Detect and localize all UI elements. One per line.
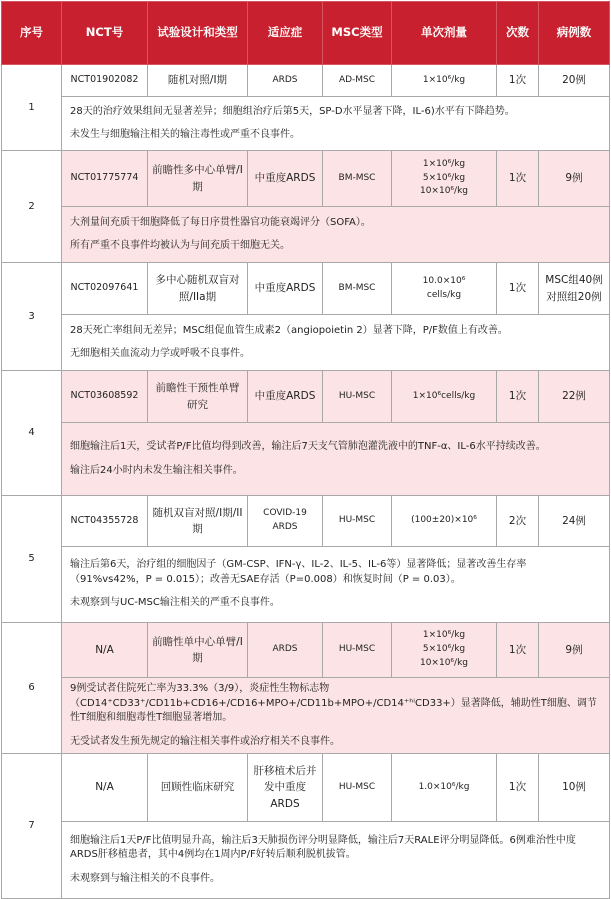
trial-2-msc: BM-MSC: [323, 151, 392, 207]
trial-4-indication: 中重度ARDS: [248, 371, 323, 423]
trial-7-design: 回顾性临床研究: [148, 754, 248, 822]
header-no: 序号: [2, 2, 62, 65]
trial-7-efficacy: 细胞输注后1天P/F比值明显升高，输注后3天肺损伤评分明显降低，输注后7天RALE评分明显降低。6例难治性中度ARDS肝移植患者，其中4例均在1周内P/F好转后顺利脱机拔管。: [70, 834, 576, 861]
trial-3-row: [2, 263, 610, 315]
trial-7-safety: 未观察到与输注相关的不良事件。: [70, 872, 220, 884]
trial-4-dose: 1×10⁶cells/kg: [392, 371, 497, 423]
trial-5-msc: HU-MSC: [323, 496, 392, 547]
trial-5-design: 随机双盲对照/I期/II期: [148, 496, 248, 547]
trial-6-indication: ARDS: [248, 623, 323, 678]
trial-4-efficacy: 细胞输注后1天，受试者P/F比值均得到改善，输注后7天支气管肺泡灌洗液中的TNF-α、IL-6水平持续改善。: [70, 441, 546, 452]
trial-1-nct: NCT01902082: [62, 65, 148, 97]
trial-1-row: [2, 65, 610, 97]
trial-3-no: 3: [2, 263, 62, 371]
trial-1-dose: 1×10⁶/kg: [392, 65, 497, 97]
header-dose: 单次剂量: [392, 2, 497, 65]
header-design: 试验设计和类型: [148, 2, 248, 65]
trial-3-design: 多中心随机双盲对照/IIa期: [148, 263, 248, 315]
trial-3-times: 1次: [497, 263, 539, 315]
trial-6-no: 6: [2, 623, 62, 754]
header-times: 次数: [497, 2, 539, 65]
trial-7-indication: 肝移植术后并发中重度ARDS: [248, 754, 323, 822]
trial-4-results: [62, 423, 610, 496]
trial-3-result-row: [2, 315, 610, 371]
trial-7-times: 1次: [497, 754, 539, 822]
trial-3-safety: 无细胞相关血流动力学或呼吸不良事件。: [70, 348, 250, 359]
trial-2-result-row: [2, 207, 610, 263]
trial-4-cases: 22例: [539, 371, 610, 423]
trial-6-safety: 无受试者发生预先规定的输注相关事件或治疗相关不良事件。: [70, 735, 340, 747]
trial-2-dose: 1×10⁶/kg 5×10⁶/kg 10×10⁶/kg: [392, 151, 497, 207]
trial-1-design: 随机对照/I期: [148, 65, 248, 97]
trial-5-indication: COVID-19 ARDS: [248, 496, 323, 547]
trial-1-efficacy: 28天的治疗效果组间无显著差异；细胞组治疗后第5天，SP-D水平显著下降，IL-6)水平有下降趋势。: [70, 105, 515, 117]
trial-2-row: [2, 151, 610, 207]
trial-3-msc: BM-MSC: [323, 263, 392, 315]
trial-1-times: 1次: [497, 65, 539, 97]
trial-1-no: 1: [2, 65, 62, 151]
header-msc-type: MSC类型: [323, 2, 392, 65]
trial-1-results: [62, 97, 610, 151]
trial-6-msc: HU-MSC: [323, 623, 392, 678]
trial-3-results: [62, 315, 610, 371]
trial-2-no: 2: [2, 151, 62, 263]
trial-6-result-row: [2, 678, 610, 754]
trial-3-efficacy: 28天死亡率组间无差异；MSC组促血管生成素2（angiopoietin 2）显著下降，P/F数值上有改善。: [70, 324, 508, 336]
trial-4-safety: 输注后24小时内未发生输注相关事件。: [70, 464, 243, 476]
trial-2-nct: NCT01775774: [62, 151, 148, 207]
header-indication: 适应症: [248, 2, 323, 65]
trial-2-design: 前瞻性多中心单臂/I期: [148, 151, 248, 207]
trial-4-design: 前瞻性干预性单臂研究: [148, 371, 248, 423]
trial-3-nct: NCT02097641: [62, 263, 148, 315]
trial-7-row: [2, 754, 610, 822]
trial-6-dose: 1×10⁶/kg 5×10⁶/kg 10×10⁶/kg: [392, 623, 497, 678]
trial-7-cases: 10例: [539, 754, 610, 822]
trial-7-nct: N/A: [62, 754, 148, 822]
trial-1-indication: ARDS: [248, 65, 323, 97]
trial-4-no: 4: [2, 371, 62, 496]
trials-table: [1, 1, 610, 899]
trial-4-nct: NCT03608592: [62, 371, 148, 423]
trial-5-safety: 未观察到与UC-MSC输注相关的严重不良事件。: [70, 597, 280, 609]
trial-5-efficacy: 输注后第6天，治疗组的细胞因子（GM-CSP、IFN-γ、IL-2、IL-5、IL-6等）显著降低；显著改善生存率（91%vs42%，P = 0.015）；改善无SAE存活（P=0.008）和恢复时间（P = 0.03）。: [70, 559, 527, 585]
trial-3-cases: MSC组40例 对照组20例: [539, 263, 610, 315]
trial-5-row: [2, 496, 610, 547]
trial-5-nct: NCT04355728: [62, 496, 148, 547]
trial-3-dose: 10.0×10⁶ cells/kg: [392, 263, 497, 315]
trial-7-result-row: [2, 822, 610, 899]
header-row: [2, 2, 610, 65]
trial-7-dose: 1.0×10⁶/kg: [392, 754, 497, 822]
header-cases: 病例数: [539, 2, 610, 65]
trial-6-results: [62, 678, 610, 754]
trial-2-safety: 所有严重不良事件均被认为与间充质干细胞无关。: [70, 240, 290, 251]
trial-6-design: 前瞻性单中心单臂/I期: [148, 623, 248, 678]
trial-2-results: [62, 207, 610, 263]
trial-5-result-row: [2, 547, 610, 623]
trial-1-result-row: [2, 97, 610, 151]
trial-2-times: 1次: [497, 151, 539, 207]
trial-6-nct: N/A: [62, 623, 148, 678]
trial-2-indication: 中重度ARDS: [248, 151, 323, 207]
trial-6-row: [2, 623, 610, 678]
trial-1-safety: 未发生与细胞输注相关的输注毒性或严重不良事件。: [70, 129, 300, 140]
trial-5-results: [62, 547, 610, 623]
trial-5-times: 2次: [497, 496, 539, 547]
trial-7-no: 7: [2, 754, 62, 899]
trial-5-no: 5: [2, 496, 62, 623]
trial-4-result-row: [2, 423, 610, 496]
trial-4-row: [2, 371, 610, 423]
header-nct: NCT号: [62, 2, 148, 65]
trial-3-indication: 中重度ARDS: [248, 263, 323, 315]
trial-4-times: 1次: [497, 371, 539, 423]
trial-6-cases: 9例: [539, 623, 610, 678]
trial-5-cases: 24例: [539, 496, 610, 547]
trial-6-times: 1次: [497, 623, 539, 678]
trial-5-dose: (100±20)×10⁶: [392, 496, 497, 547]
trial-7-results: [62, 822, 610, 899]
trial-1-msc: AD-MSC: [323, 65, 392, 97]
trial-7-msc: HU-MSC: [323, 754, 392, 822]
trial-2-efficacy: 大剂量间充质干细胞降低了每日序贯性器官功能衰竭评分（SOFA）。: [70, 216, 371, 228]
trial-2-cases: 9例: [539, 151, 610, 207]
trial-1-cases: 20例: [539, 65, 610, 97]
trial-6-efficacy: 9例受试者住院死亡率为33.3%（3/9），炎症性生物标志物（CD14⁺CD33⁺/CD11b+CD16+/CD16+MPO+/CD11b+MPO+/CD14⁺ʰⁱCD33+）显著降低，辅助性T细胞、调节性T细胞和细胞毒性T细胞显著增加。: [70, 683, 597, 723]
trial-4-msc: HU-MSC: [323, 371, 392, 423]
